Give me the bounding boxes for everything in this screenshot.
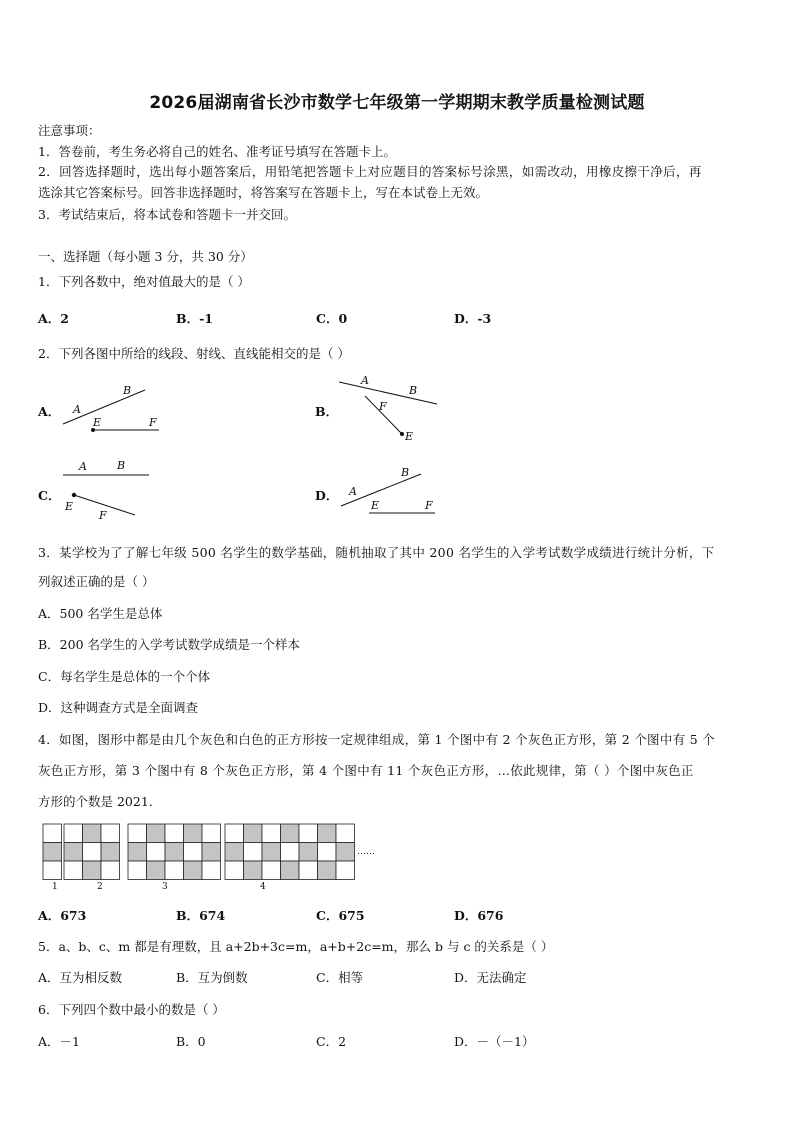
q3-option-d: D．这种调查方式是全面调查 (38, 700, 199, 715)
q3-option-a: A．500 名学生是总体 (38, 606, 163, 621)
label-b: B (409, 384, 418, 397)
label-b: B (401, 466, 410, 479)
white-square (262, 861, 281, 880)
white-square (299, 861, 318, 880)
gray-square (147, 861, 166, 880)
label-a: A (361, 374, 369, 387)
q1-option-c: C．0 (316, 311, 348, 326)
label-a: A (79, 460, 87, 473)
label-f: F (149, 416, 157, 429)
q4-stem-line3: 方形的个数是 2021. (38, 794, 153, 809)
figure-label-1: 1 (52, 882, 58, 892)
q6-option-b: B．0 (176, 1034, 206, 1049)
white-square (83, 843, 102, 862)
q3-option-b: B．200 名学生的入学考试数学成绩是一个样本 (38, 637, 301, 652)
gray-square (281, 824, 300, 843)
line-ab (339, 382, 437, 404)
white-square (262, 824, 281, 843)
q2-figure-a (55, 378, 175, 438)
q4-stem-line2: 灰色正方形，第 3 个图中有 8 个灰色正方形，第 4 个图中有 11 个灰色正方形，…依此规律，第（ ）个图中灰色正 (38, 763, 694, 778)
gray-square (165, 843, 184, 862)
q1-stem: 1．下列各数中，绝对值最大的是（ ） (38, 274, 250, 289)
pattern-figure-3 (128, 824, 221, 880)
gray-square (101, 843, 120, 862)
gray-square (64, 843, 83, 862)
q4-option-b: B．674 (176, 908, 226, 923)
q2-stem: 2．下列各图中所给的线段、射线、直线能相交的是（ ） (38, 346, 350, 361)
gray-square (336, 843, 355, 862)
white-square (318, 843, 337, 862)
q4-pattern-figure (36, 816, 376, 896)
white-square (147, 843, 166, 862)
q1-option-d: D．-3 (454, 311, 492, 326)
figure-label-3: 3 (162, 882, 168, 892)
gray-square (83, 861, 102, 880)
gray-square (318, 824, 337, 843)
point-e (400, 432, 404, 436)
white-square (244, 843, 263, 862)
notice-heading: 注意事项： (38, 123, 101, 138)
white-square (202, 824, 221, 843)
white-square (184, 843, 203, 862)
q5-option-a: A．互为相反数 (38, 970, 123, 985)
gray-square (83, 824, 102, 843)
figure-ellipsis: …… (357, 847, 375, 857)
gray-square (184, 824, 203, 843)
q1-option-b: B．-1 (176, 311, 213, 326)
gray-square (318, 861, 337, 880)
q5-option-b: B．互为倒数 (176, 970, 248, 985)
q1-option-a: A．2 (38, 311, 69, 326)
q2-label-b: B． (315, 404, 339, 419)
white-square (101, 824, 120, 843)
q3-stem-line1: 3．某学校为了了解七年级 500 名学生的数学基础，随机抽取了其中 200 名学生的入学考试数学成绩进行统计分析，下 (38, 545, 715, 560)
notice-item-3: 3．考试结束后，将本试卷和答题卡一并交回。 (38, 207, 296, 222)
label-a: A (349, 485, 357, 498)
pattern-figure-1 (43, 824, 62, 880)
q5-option-c: C．相等 (316, 970, 364, 985)
q6-option-c: C．2 (316, 1034, 347, 1049)
pattern-figure-2 (64, 824, 120, 880)
label-f: F (379, 400, 387, 413)
section-heading: 一、选择题（每小题 3 分，共 30 分） (38, 249, 253, 264)
figure-label-4: 4 (260, 882, 266, 892)
q2-label-a: A． (38, 404, 61, 419)
q4-option-d: D．676 (454, 908, 504, 923)
white-square (43, 861, 62, 880)
q2-label-d: D． (315, 488, 339, 503)
gray-square (244, 861, 263, 880)
q2-figure-c (55, 455, 165, 525)
white-square (336, 824, 355, 843)
notice-item-2: 2．回答选择题时，选出每小题答案后，用铅笔把答题卡上对应题目的答案标号涂黑，如需改动，用橡皮擦干净后，再 (38, 164, 702, 179)
gray-square (43, 843, 62, 862)
label-e: E (371, 499, 380, 512)
q5-stem: 5．a、b、c、m 都是有理数，且 a+2b+3c=m，a+b+2c=m，那么 b 与 c 的关系是（ ） (38, 939, 554, 954)
white-square (64, 861, 83, 880)
white-square (336, 861, 355, 880)
white-square (225, 824, 244, 843)
q2-figure-b (335, 370, 445, 450)
white-square (165, 861, 184, 880)
q3-stem-line2: 列叙述正确的是（ ） (38, 574, 155, 589)
white-square (43, 824, 62, 843)
white-square (281, 843, 300, 862)
label-e: E (93, 416, 102, 429)
gray-square (225, 843, 244, 862)
label-a: A (73, 403, 81, 416)
q3-option-c: C．每名学生是总体的一个个体 (38, 669, 211, 684)
label-f: F (99, 509, 107, 522)
q4-option-c: C．675 (316, 908, 365, 923)
q2-figure-d (335, 460, 445, 520)
gray-square (202, 843, 221, 862)
white-square (128, 824, 147, 843)
gray-square (128, 843, 147, 862)
white-square (225, 861, 244, 880)
label-e: E (65, 500, 74, 513)
q6-stem: 6．下列四个数中最小的数是（ ） (38, 1002, 225, 1017)
white-square (202, 861, 221, 880)
q6-option-d: D．－（－1） (454, 1034, 535, 1049)
gray-square (147, 824, 166, 843)
gray-square (262, 843, 281, 862)
pattern-figure-4 (225, 824, 355, 880)
white-square (64, 824, 83, 843)
label-b: B (117, 459, 126, 472)
label-e: E (405, 430, 414, 443)
gray-square (299, 843, 318, 862)
white-square (101, 861, 120, 880)
page-title: 2026届湖南省长沙市数学七年级第一学期期末教学质量检测试题 (149, 93, 645, 113)
label-f: F (425, 499, 433, 512)
notice-item-2-cont: 选涂其它答案标号。回答非选择题时，将答案写在答题卡上，写在本试卷上无效。 (38, 185, 489, 200)
q5-option-d: D．无法确定 (454, 970, 527, 985)
figure-label-2: 2 (97, 882, 103, 892)
gray-square (184, 861, 203, 880)
white-square (299, 824, 318, 843)
gray-square (281, 861, 300, 880)
q2-label-c: C． (38, 488, 61, 503)
q4-stem-line1: 4．如图，图形中都是由几个灰色和白色的正方形按一定规律组成，第 1 个图中有 2 个灰色正方形，第 2 个图中有 5 个 (38, 732, 716, 747)
q6-option-a: A．－1 (38, 1034, 80, 1049)
white-square (165, 824, 184, 843)
point-e (72, 493, 76, 497)
notice-item-1: 1．答卷前，考生务必将自己的姓名、准考证号填写在答题卡上。 (38, 144, 396, 159)
gray-square (244, 824, 263, 843)
white-square (128, 861, 147, 880)
label-b: B (123, 384, 132, 397)
q4-option-a: A．673 (38, 908, 87, 923)
